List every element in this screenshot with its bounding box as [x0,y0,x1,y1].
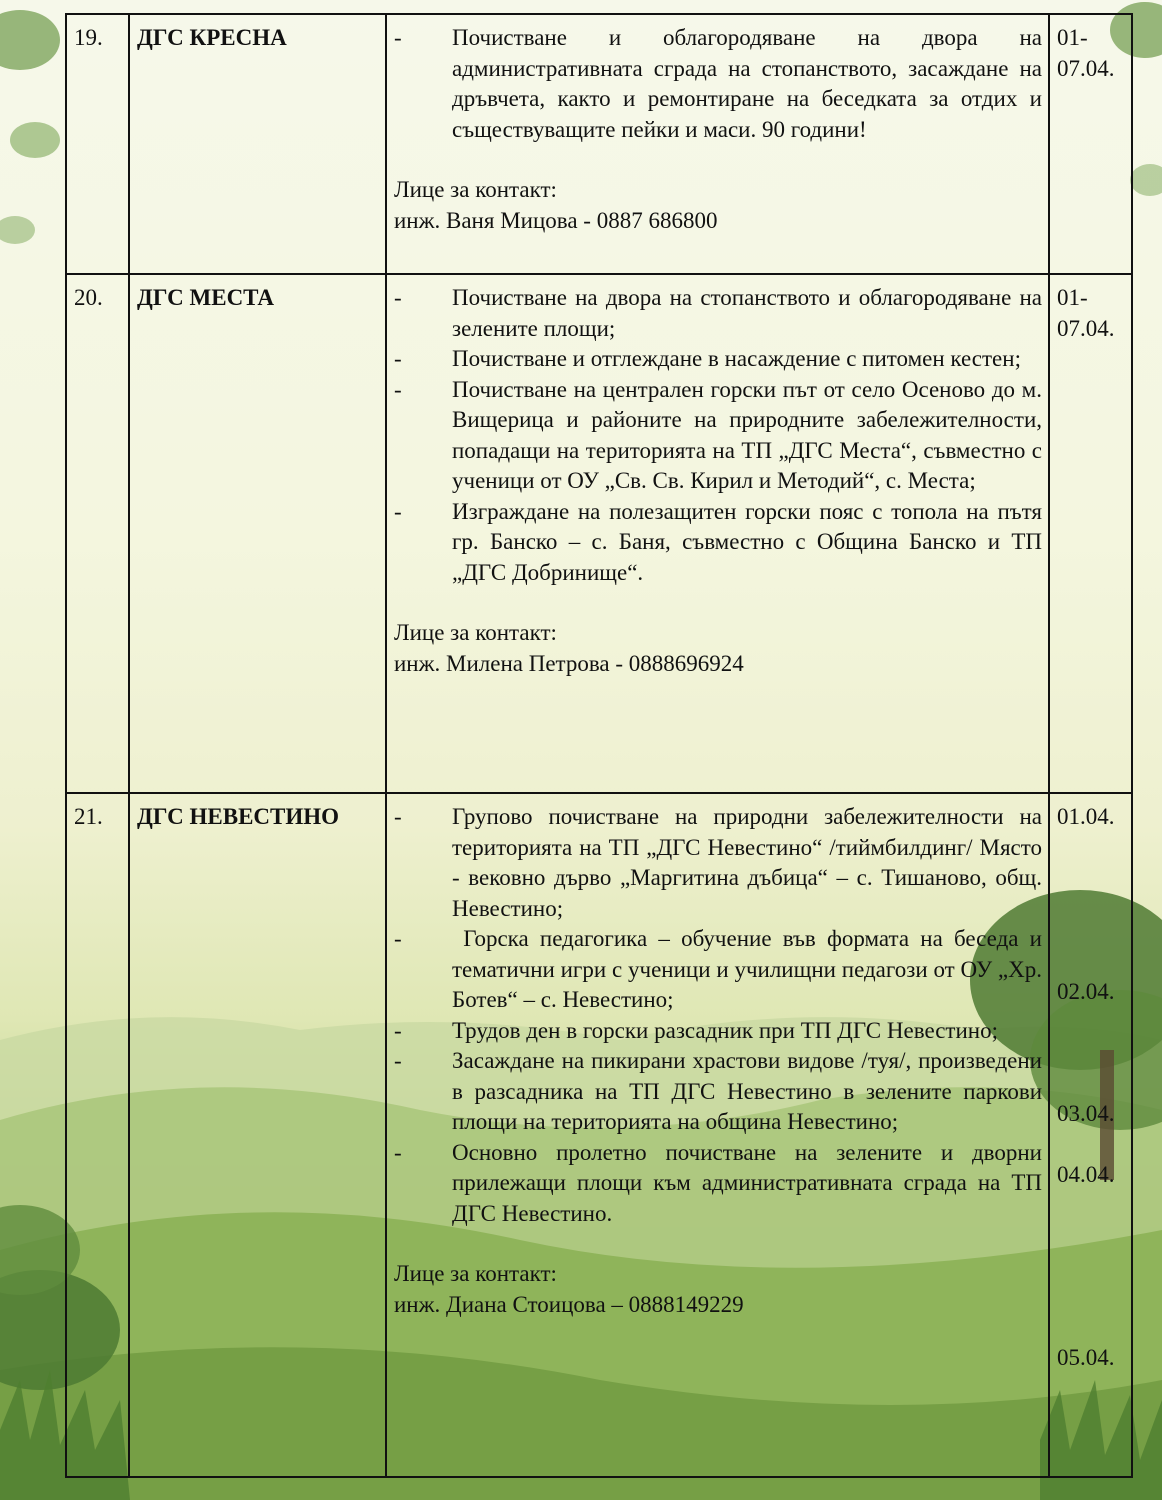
activity-text: Почистване на централен горски път от село Осеново до м. Вищерица и районите на природните забележителности, попадащи на територията на ТП „ДГС Места“, съвместно с ученици от ОУ „Св. Св. Кирил и Методий“, с. Места; [452,376,1042,493]
contact-person: инж. Ваня Мицова - 0887 686800 [394,207,718,233]
contact-label: Лице за контакт: [394,1261,557,1286]
table-row [66,14,1132,274]
row-number: 19. [66,14,129,274]
list-item [394,924,1048,1016]
organization-name: ДГС КРЕСНА [129,14,386,274]
date-value: 03.04. [1057,1101,1115,1126]
contact-block [394,618,1042,679]
date-value: 01- [1057,25,1088,50]
date-cell [1049,274,1132,793]
bullet-dash: - [394,1139,402,1165]
activity-text: Засаждане на пикирани храстови видове /туя/, произведени в разсадника на ТП ДГС Невестино в зелените паркови площи на територията на община Невестино; [452,1048,1042,1134]
table-row [66,793,1132,1477]
schedule-table [65,13,1133,1478]
list-item [394,802,1042,924]
activity-text: Трудов ден в горски разсадник при ТП ДГС Невестино; [452,1017,998,1043]
list-item [394,23,1042,145]
list-item [394,1016,1042,1047]
activity-text: Изграждане на полезащитен горски пояс с топола на пътя гр. Банско – с. Баня, съвместно с Община Банско и ТП „ДГС Добринище“. [452,498,1042,585]
list-item [394,375,1042,497]
contact-label: Лице за контакт: [394,177,557,202]
date-cell [1049,793,1132,1477]
bullet-dash: - [394,346,402,371]
organization-name: ДГС НЕВЕСТИНО [129,793,386,1477]
activity-text: Почистване и облагородяване на двора на административната сграда на стопанството, засаждане на дръвчета, както и ремонтиране на беседката за отдих и съществуващите пейки и маси. 90 години! [452,25,1042,142]
list-item [394,344,1042,375]
contact-block [394,1259,1042,1320]
bullet-dash: - [394,1048,402,1073]
row-number: 21. [66,793,129,1477]
list-item [394,1046,1042,1138]
date-value: 01- [1057,285,1088,310]
date-value: 07.04. [1057,55,1115,81]
activity-text: Основно пролетно почистване на зелените и дворни прилежащи площи към административната сграда на ТП ДГС Невестино. [452,1139,1042,1226]
date-cell [1049,14,1132,274]
activity-text: Групово почистване на природни забележителности на територията на ТП „ДГС Невестино“ /тиймбилдинг/ Място - вековно дърво „Маргитина дъбица“ – с. Тишаново, общ. Невестино; [452,804,1042,921]
date-value: 01.04. [1057,804,1115,829]
list-item [394,497,1042,589]
activities-cell [386,274,1049,793]
row-number: 20. [66,274,129,793]
contact-person: инж. Диана Стоицова – 0888149229 [394,1291,744,1317]
activities-cell [386,793,1049,1477]
bullet-dash: - [394,804,402,829]
date-value: 02.04. [1057,979,1115,1004]
bullet-dash: - [394,285,402,310]
date-value: 07.04. [1057,315,1115,341]
activity-text: Почистване и отглеждане в насаждение с питомен кестен; [452,346,1021,371]
contact-block [394,175,1042,236]
organization-name: ДГС МЕСТА [129,274,386,793]
list-item [394,283,1042,344]
activity-text: Горска педагогика – обучение във формата на беседа и тематични игри с ученици и училищни педагози от ОУ „Хр. Ботев“ – с. Невестино; [452,926,1048,1012]
activities-cell [386,14,1049,274]
date-value: 04.04. [1057,1162,1115,1187]
bullet-dash: - [394,1017,402,1043]
list-item [394,1138,1042,1230]
table-row [66,274,1132,793]
bullet-dash: - [394,926,402,951]
bullet-dash: - [394,376,402,402]
date-value: 05.04. [1057,1345,1115,1370]
bullet-dash: - [394,25,402,50]
contact-label: Лице за контакт: [394,620,557,645]
activity-text: Почистване на двора на стопанството и облагородяване на зелените площи; [452,285,1042,341]
contact-person: инж. Милена Петрова - 0888696924 [394,650,744,676]
bullet-dash: - [394,498,402,524]
